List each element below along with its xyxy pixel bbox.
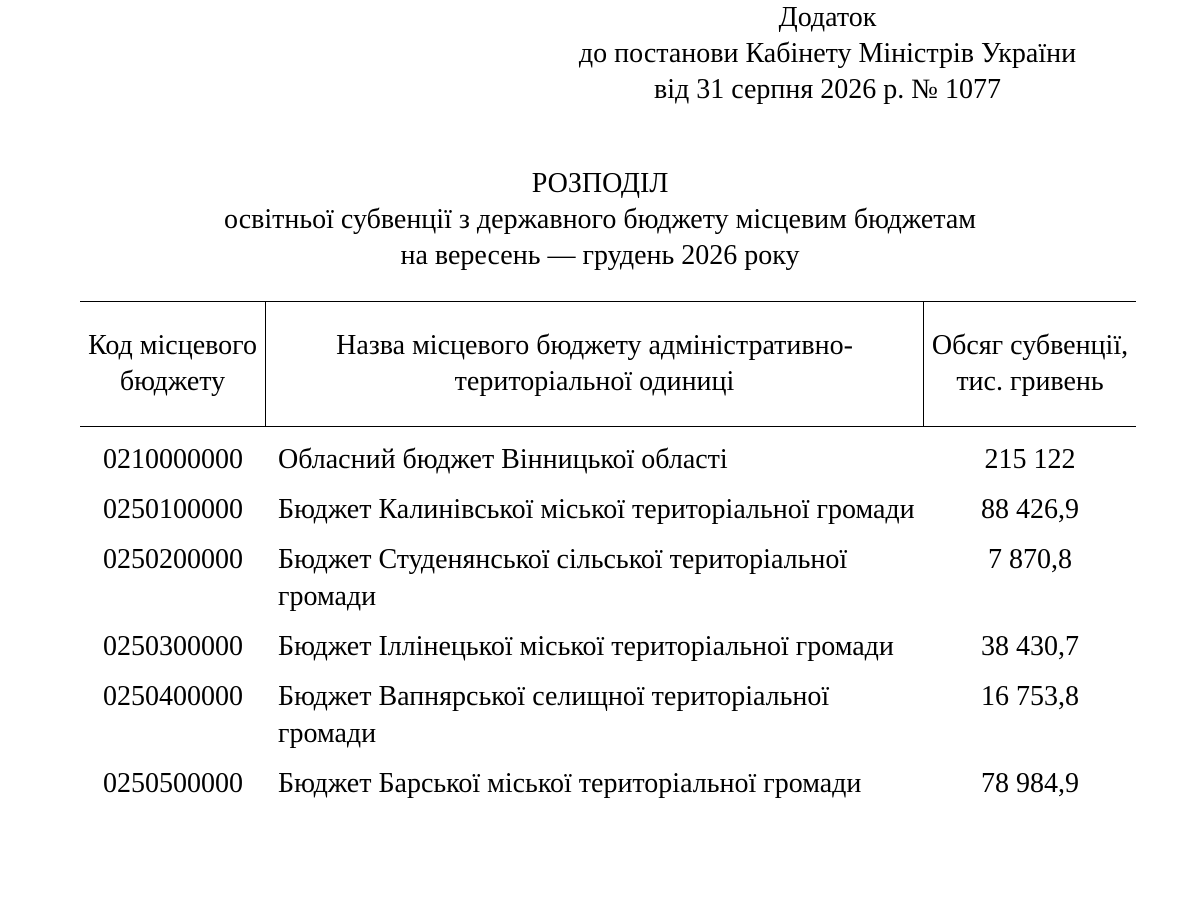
row-code: 0250500000 bbox=[103, 768, 243, 799]
row-name: Обласний бюджет Вінницької області bbox=[278, 444, 728, 475]
table-row bbox=[80, 765, 1136, 802]
row-amount: 88 426,9 bbox=[981, 494, 1079, 525]
table-row bbox=[80, 491, 1136, 528]
appendix-block bbox=[530, 0, 1125, 108]
table-row bbox=[80, 441, 1136, 478]
header-code: Код місцевого бюджету bbox=[80, 302, 266, 426]
row-code: 0250300000 bbox=[103, 631, 243, 662]
row-amount: 7 870,8 bbox=[988, 544, 1072, 575]
row-code: 0250400000 bbox=[103, 681, 243, 712]
row-name: Бюджет Калинівської міської територіальної громади bbox=[278, 494, 915, 525]
row-name: Бюджет Студенянської сільської територіальної громади bbox=[278, 544, 848, 612]
row-amount: 78 984,9 bbox=[981, 768, 1079, 799]
row-code: 0250100000 bbox=[103, 494, 243, 525]
row-code: 0250200000 bbox=[103, 544, 243, 575]
table-header bbox=[80, 301, 1136, 427]
title-period: на вересень — грудень 2026 року bbox=[400, 240, 800, 271]
row-amount: 16 753,8 bbox=[981, 681, 1079, 712]
row-name: Бюджет Вапнярської селищної територіальної громади bbox=[278, 681, 830, 749]
title-subject: освітньої субвенції з державного бюджету місцевим бюджетам bbox=[224, 204, 976, 235]
table-row bbox=[80, 541, 1136, 615]
appendix-label: Додаток bbox=[778, 2, 877, 33]
table-body bbox=[80, 441, 1136, 802]
row-amount: 38 430,7 bbox=[981, 631, 1079, 662]
row-name: Бюджет Іллінецької міської територіальної громади bbox=[278, 631, 894, 662]
appendix-date-number: від 31 серпня 2026 р. № 1077 bbox=[653, 74, 1001, 105]
header-amount: Обсяг субвенції, тис. гривень bbox=[931, 330, 1129, 397]
row-code: 0210000000 bbox=[103, 444, 243, 475]
table-row bbox=[80, 678, 1136, 752]
row-amount: 215 122 bbox=[984, 444, 1076, 475]
table-row bbox=[80, 628, 1136, 665]
title-heading: РОЗПОДІЛ bbox=[531, 168, 669, 199]
header-name: Назва місцевого бюджету адміністративно-територіальної одиниці bbox=[266, 302, 924, 426]
allocation-table bbox=[80, 301, 1136, 815]
appendix-resolution-ref: до постанови Кабінету Міністрів України bbox=[578, 38, 1077, 69]
document-title bbox=[0, 166, 1200, 274]
row-name: Бюджет Барської міської територіальної громади bbox=[278, 768, 862, 799]
